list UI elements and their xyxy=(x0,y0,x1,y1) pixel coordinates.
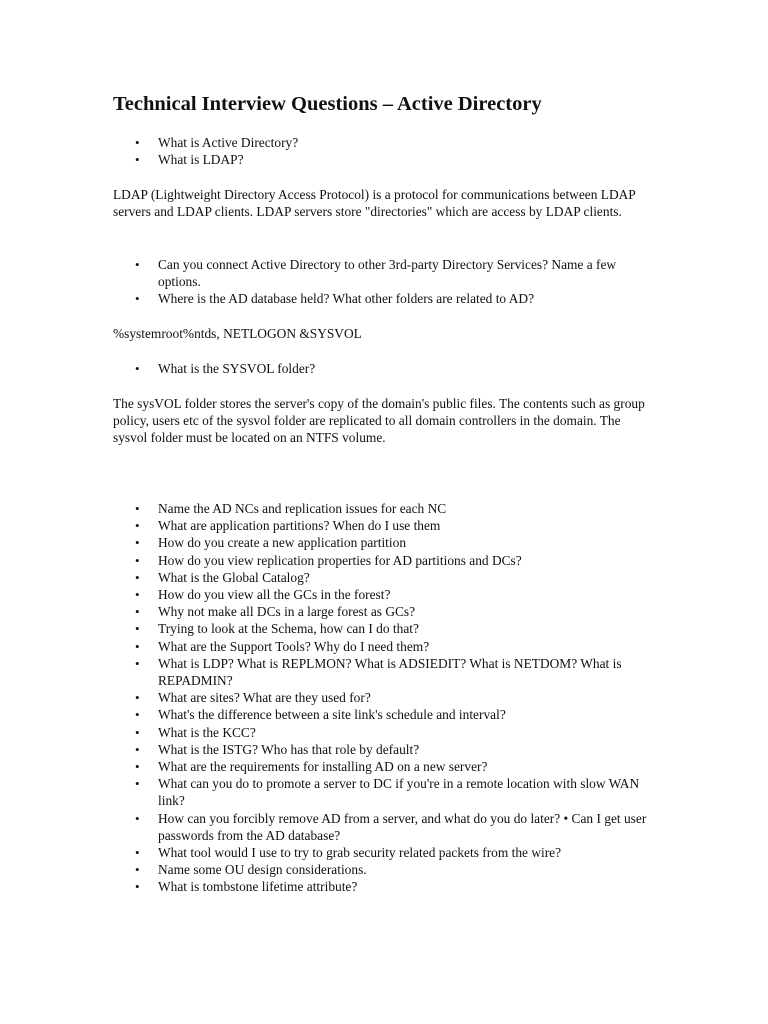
list-item: • How do you create a new application partition xyxy=(0,534,768,551)
list-item: • What is the Global Catalog? xyxy=(0,569,768,586)
list-item: • Can you connect Active Directory to other 3rd-party Directory Services? Name a few options. xyxy=(0,256,768,290)
list-item: • Why not make all DCs in a large forest as GCs? xyxy=(0,603,768,620)
list-item: • What is LDAP? xyxy=(0,151,768,168)
list-item: • What is the KCC? xyxy=(0,724,768,741)
ad-folders-answer: %systemroot%ntds, NETLOGON &SYSVOL xyxy=(113,326,362,341)
list-item: • What is Active Directory? xyxy=(0,134,768,151)
list-item: • What is tombstone lifetime attribute? xyxy=(0,878,768,895)
question-list-intro xyxy=(0,134,768,168)
list-item: • What's the difference between a site link's schedule and interval? xyxy=(0,706,768,723)
list-item: • Where is the AD database held? What other folders are related to AD? xyxy=(0,290,768,307)
document-title: Technical Interview Questions – Active Directory xyxy=(113,93,542,115)
question-list-sysvol xyxy=(0,360,768,377)
list-item: • What is LDP? What is REPLMON? What is ADSIEDIT? What is NETDOM? What is REPADMIN? xyxy=(0,655,768,689)
list-item: • What tool would I use to try to grab security related packets from the wire? xyxy=(0,844,768,861)
list-item: • What are application partitions? When do I use them xyxy=(0,517,768,534)
list-item: • How do you view all the GCs in the forest? xyxy=(0,586,768,603)
list-item: • Name the AD NCs and replication issues for each NC xyxy=(0,500,768,517)
sysvol-answer-paragraph: The sysVOL folder stores the server's copy of the domain's public files. The contents such as group policy, users etc of the sysvol folder are replicated to all domain controllers in the domain. The sysvol folder must be located on an NTFS volume. xyxy=(113,396,645,446)
list-item: • What are the requirements for installing AD on a new server? xyxy=(0,758,768,775)
list-item: • What can you do to promote a server to DC if you're in a remote location with slow WAN link? xyxy=(0,775,768,809)
list-item: • Name some OU design considerations. xyxy=(0,861,768,878)
list-item: • How do you view replication properties for AD partitions and DCs? xyxy=(0,552,768,569)
list-item: • How can you forcibly remove AD from a server, and what do you do later? • Can I get user passwords from the AD database? xyxy=(0,810,768,844)
list-item: • What is the SYSVOL folder? xyxy=(0,360,768,377)
list-item: • Trying to look at the Schema, how can I do that? xyxy=(0,620,768,637)
ldap-answer-paragraph: LDAP (Lightweight Directory Access Protocol) is a protocol for communications between LDAP servers and LDAP clients. LDAP servers store "directories" which are access by LDAP clients. xyxy=(113,187,636,220)
list-item: • What are sites? What are they used for? xyxy=(0,689,768,706)
list-item: • What are the Support Tools? Why do I need them? xyxy=(0,638,768,655)
question-list-ad-services xyxy=(0,256,768,308)
question-list-advanced xyxy=(0,500,768,896)
list-item: • What is the ISTG? Who has that role by default? xyxy=(0,741,768,758)
